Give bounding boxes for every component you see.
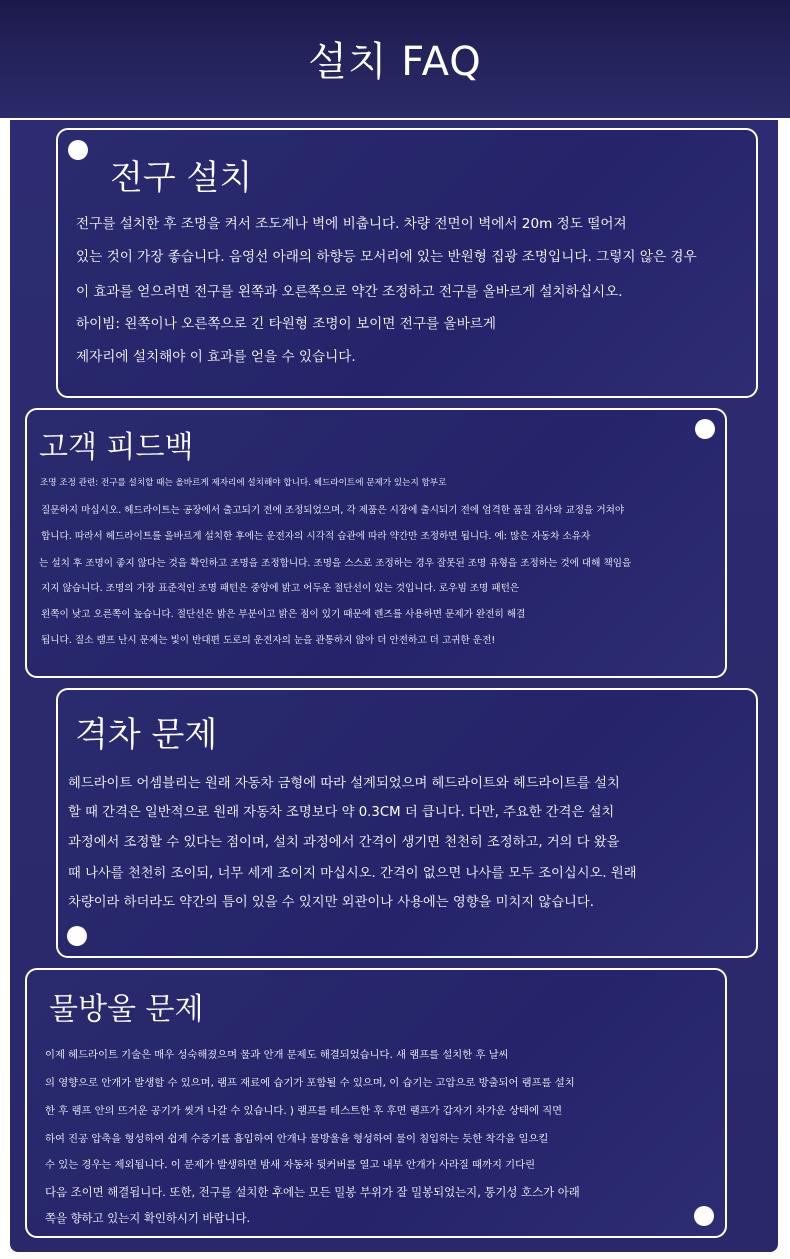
faq-card-gap-issue: [56, 688, 758, 958]
section-line: 쪽을 향하고 있는지 확인하시기 바랍니다.: [45, 1211, 251, 1225]
faq-card-water-droplet-issue: [25, 968, 727, 1238]
section-line: 할 때 간격은 일반적으로 원래 자동차 조명보다 약 0.3CM 더 큽니다. 다만, 주요한 간격은 설치: [68, 805, 615, 820]
section-line: 됩니다. 질소 램프 난시 문제는 빛이 반대편 도로의 운전자의 눈을 관통하지 않아 더 안전하고 더 고귀한 운전!: [41, 635, 496, 646]
faq-card-bulb-installation: [56, 128, 758, 398]
faq-card-customer-feedback: [25, 408, 727, 678]
section-title: 전구 설치: [110, 158, 253, 198]
section-line: 조명 조정 관련: 전구를 설치할 때는 올바르게 제자리에 설치해야 합니다. 헤드라이트에 문제가 있는지 함부로: [40, 478, 447, 488]
section-line: 헤드라이트 어셈블리는 원래 자동차 금형에 따라 설계되었으며 헤드라이트와 헤드라이트를 설치: [68, 776, 620, 791]
section-line: 과정에서 조정할 수 있다는 점이며, 설치 과정에서 간격이 생기면 천천히 조정하고, 거의 다 왔을: [68, 835, 620, 850]
bullet-dot-icon: [67, 926, 87, 946]
section-title: 격차 문제: [75, 715, 218, 755]
section-line: 수 있는 경우는 제외됩니다. 이 문제가 발생하면 밤새 자동차 뒷커버를 열고 내부 안개가 사라질 때까지 기다린: [45, 1159, 536, 1171]
bullet-dot-icon: [695, 419, 715, 439]
bullet-dot-icon: [694, 1206, 714, 1226]
section-line: 합니다. 따라서 헤드라이트를 올바르게 설치한 후에는 운전자의 시각적 습관에 따라 약간만 조정하면 됩니다. 예: 많은 자동차 소유자: [41, 531, 591, 542]
page-header: [0, 0, 790, 118]
section-line: 지지 않습니다. 조명의 가장 표준적인 조명 패턴은 중앙에 밝고 어두운 절단선이 있는 것입니다. 로우빔 조명 패턴은: [41, 583, 520, 594]
section-line: 질문하지 마십시오. 헤드라이트는 공장에서 출고되기 전에 조정되었으며, 각 제품은 시장에 출시되기 전에 엄격한 품질 검사와 교정을 거쳐야: [41, 505, 625, 516]
section-line: 의 영향으로 안개가 발생할 수 있으며, 램프 재료에 습기가 포함될 수 있으며, 이 습기는 고압으로 방출되어 램프를 설치: [45, 1077, 575, 1089]
section-line: 는 설치 후 조명이 좋지 않다는 것을 확인하고 조명을 조정합니다. 조명을 스스로 조정하는 경우 잘못된 조명 유형을 조정하는 것에 대해 책임을: [39, 558, 632, 569]
section-line: 때 나사를 천천히 조이되, 너무 세게 조이지 마십시오. 간격이 없으면 나사를 모두 조이십시오. 원래: [68, 866, 637, 881]
bullet-dot-icon: [68, 140, 88, 160]
section-line: 하이빔: 왼쪽이나 오른쪽으로 긴 타원형 조명이 보이면 전구를 올바르게: [76, 316, 496, 332]
section-line: 이 효과를 얻으려면 전구를 왼쪽과 오른쪽으로 약간 조정하고 전구를 올바르게 설치하십시오.: [76, 284, 623, 300]
section-line: 하여 진공 압축을 형성하여 쉽게 수증기를 흡입하여 안개나 물방울을 형성하여 물이 침입하는 듯한 착각을 일으킬: [45, 1133, 549, 1145]
section-line: 이제 헤드라이트 기술은 매우 성숙해졌으며 물과 안개 문제도 해결되었습니다. 새 램프를 설치한 후 날씨: [45, 1049, 509, 1061]
section-line: 제자리에 설치해야 이 효과를 얻을 수 있습니다.: [76, 349, 356, 365]
section-title: 물방울 문제: [49, 992, 204, 1027]
section-line: 차량이라 하더라도 약간의 틈이 있을 수 있지만 외관이나 사용에는 영향을 미치지 않습니다.: [68, 895, 594, 910]
section-title: 고객 피드백: [39, 430, 194, 465]
section-line: 왼쪽이 낮고 오른쪽이 높습니다. 절단선은 밝은 부분이고 밝은 점이 있기 때문에 렌즈를 사용하면 문제가 완전히 해결: [41, 609, 526, 620]
section-line: 전구를 설치한 후 조명을 켜서 조도계나 벽에 비춥니다. 차량 전면이 벽에서 20m 정도 떨어져: [76, 216, 627, 232]
section-line: 한 후 램프 안의 뜨거운 공기가 씻겨 나갈 수 있습니다. ) 램프를 테스트한 후 후면 램프가 갑자기 차가운 상태에 직면: [45, 1105, 563, 1117]
page-title: 설치 FAQ: [308, 39, 482, 85]
section-line: 있는 것이 가장 좋습니다. 음영선 아래의 하향등 모서리에 있는 반원형 집광 조명입니다. 그렇지 않은 경우: [76, 249, 697, 265]
section-line: 다음 조이면 해결됩니다. 또한, 전구를 설치한 후에는 모든 밀봉 부위가 잘 밀봉되었는지, 통기성 호스가 아래: [45, 1185, 580, 1199]
